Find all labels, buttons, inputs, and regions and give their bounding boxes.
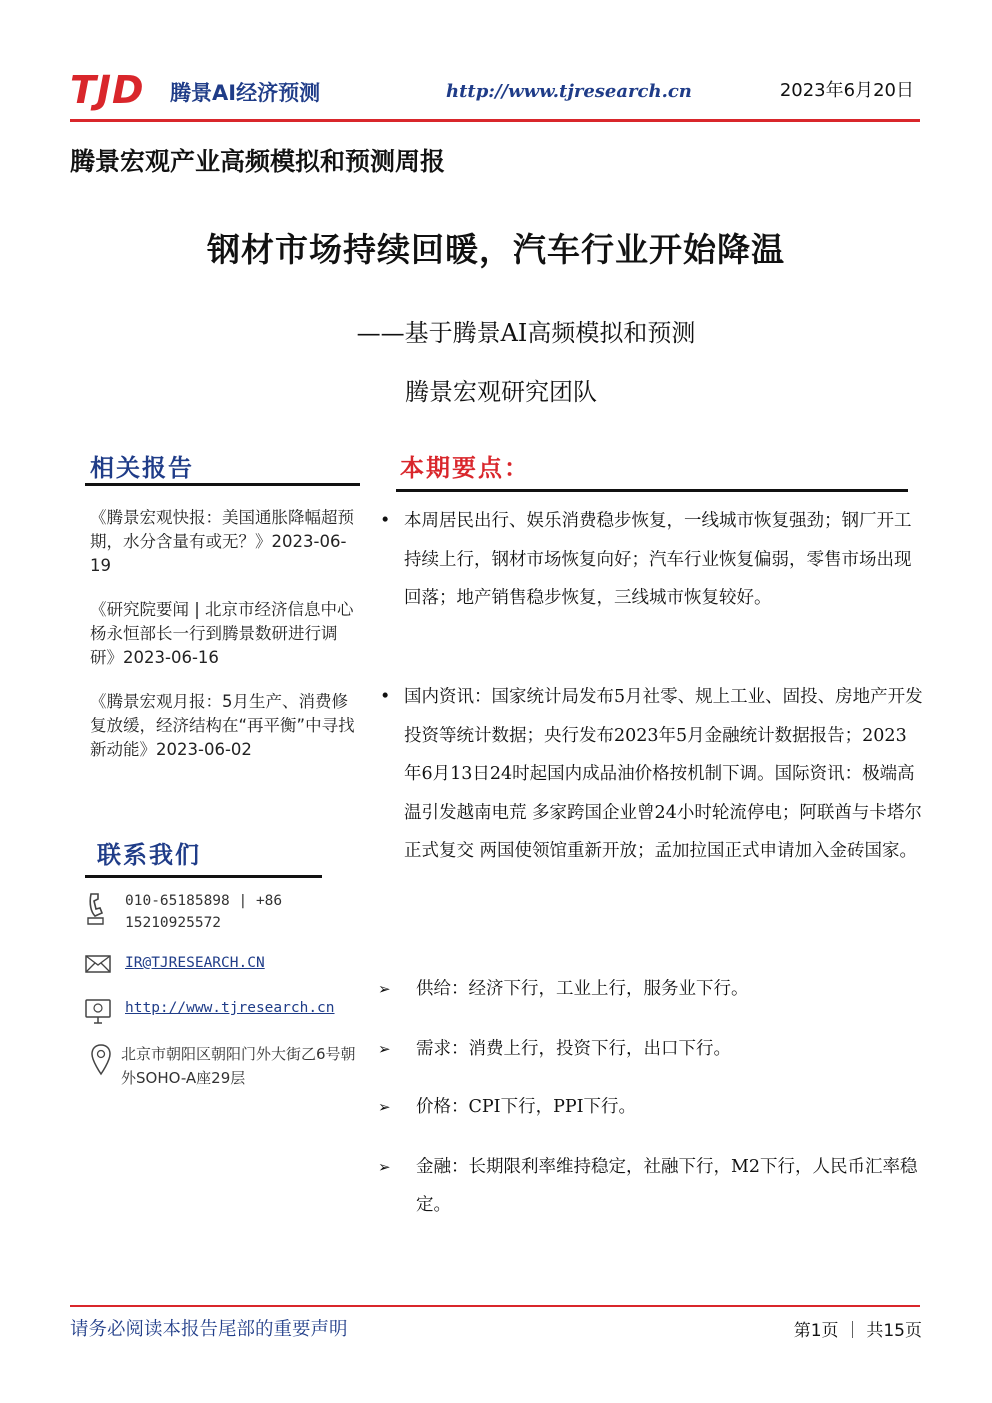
series-title: 腾景宏观产业高频模拟和预测周报 — [70, 147, 446, 176]
arrow-bullet-icon: ➢ — [378, 1158, 391, 1176]
contact-website[interactable]: http://www.tjresearch.cn — [125, 1000, 335, 1016]
contact-email-row[interactable] — [85, 952, 370, 976]
footer-divider — [70, 1305, 920, 1307]
header-date: 2023年6月20日 — [779, 80, 914, 101]
team-name: 腾景宏观研究团队 — [405, 378, 597, 406]
header-url[interactable]: http://www.tjresearch.cn — [446, 81, 692, 102]
phone-icon — [85, 892, 109, 933]
arrow-bullet-icon: ➢ — [378, 1040, 391, 1058]
highlight-arrow-price — [378, 1088, 928, 1128]
location-pin-icon — [91, 1044, 111, 1083]
highlight-arrow-text: 需求：消费上行，投资下行，出口下行。 — [416, 1039, 731, 1059]
contact-address-row — [85, 1042, 370, 1092]
highlights-divider — [396, 489, 908, 492]
contact-phone: 010-65185898 | +86 15210925572 — [125, 893, 283, 931]
highlight-arrow-supply — [378, 970, 928, 1010]
contact-email[interactable]: IR@TJRESEARCH.CN — [125, 955, 265, 971]
highlight-arrow-finance — [378, 1148, 928, 1228]
footer-disclaimer: 请务必阅读本报告尾部的重要声明 — [70, 1319, 348, 1340]
contact-website-row[interactable] — [85, 997, 370, 1025]
related-report-2[interactable]: 《研究院要闻 | 北京市经济信息中心杨永恒部长一行到腾景数研进行调研》2023-06-16 — [90, 600, 354, 667]
highlight-arrow-text: 金融：长期限利率维持稳定，社融下行，M2下行，人民币汇率稳定。 — [416, 1157, 918, 1215]
contact-phone-row — [85, 890, 370, 940]
highlight-bullet-2 — [380, 678, 925, 948]
highlight-bullet-text: 本周居民出行、娱乐消费稳步恢复，一线城市恢复强劲；钢厂开工持续上行，钢材市场恢复向好；汽车行业恢复偏弱，零售市场出现回落；地产销售稳步恢复，三线城市恢复较好。 — [404, 511, 912, 608]
main-title: 钢材市场持续回暖，汽车行业开始降温 — [207, 230, 785, 269]
mail-icon — [85, 954, 111, 981]
related-report-3[interactable]: 《腾景宏观月报：5月生产、消费修复放缓，经济结构在“再平衡”中寻找新动能》2023-06-02 — [90, 692, 355, 759]
page-indicator: 第1页 ｜ 共15页 — [793, 1321, 922, 1341]
sub-title: ——基于腾景AI高频模拟和预测 — [356, 319, 696, 347]
highlight-bullet-1 — [380, 502, 925, 662]
highlight-arrow-text: 价格：CPI下行，PPI下行。 — [416, 1097, 637, 1117]
highlight-arrow-demand — [378, 1030, 928, 1070]
contact-heading: 联系我们 — [97, 840, 201, 869]
related-heading: 相关报告 — [90, 453, 194, 482]
highlights-heading: 本期要点： — [400, 453, 530, 482]
contact-address: 北京市朝阳区朝阳门外大街乙6号朝外SOHO-A座29层 — [121, 1045, 356, 1087]
header-divider — [70, 119, 920, 122]
contact-divider — [85, 875, 322, 878]
bullet-dot-icon: • — [380, 511, 391, 531]
highlight-bullet-text: 国内资讯：国家统计局发布5月社零、规上工业、固投、房地产开发投资等统计数据；央行发布2023年5月金融统计数据报告；2023年6月13日24时起国内成品油价格按机制下调。国际资讯：极端高温引发越南电荒 多家跨国企业曾24小时轮流停电；阿联酋与卡塔尔正式复交 两国使领馆重新开放；孟加拉国正式申请加入金砖国家。 — [404, 687, 923, 861]
related-divider — [85, 483, 360, 486]
bullet-dot-icon: • — [380, 687, 391, 707]
arrow-bullet-icon: ➢ — [378, 980, 391, 998]
highlight-arrow-text: 供给：经济下行，工业上行，服务业下行。 — [416, 979, 749, 999]
logo-text: 腾景AI经济预测 — [170, 81, 321, 105]
arrow-bullet-icon: ➢ — [378, 1098, 391, 1116]
related-report-1[interactable]: 《腾景宏观快报：美国通胀降幅超预期，水分含量有或无？》2023-06-19 — [90, 508, 354, 575]
monitor-icon — [85, 999, 111, 1032]
logo-mark: TJD — [70, 68, 145, 112]
